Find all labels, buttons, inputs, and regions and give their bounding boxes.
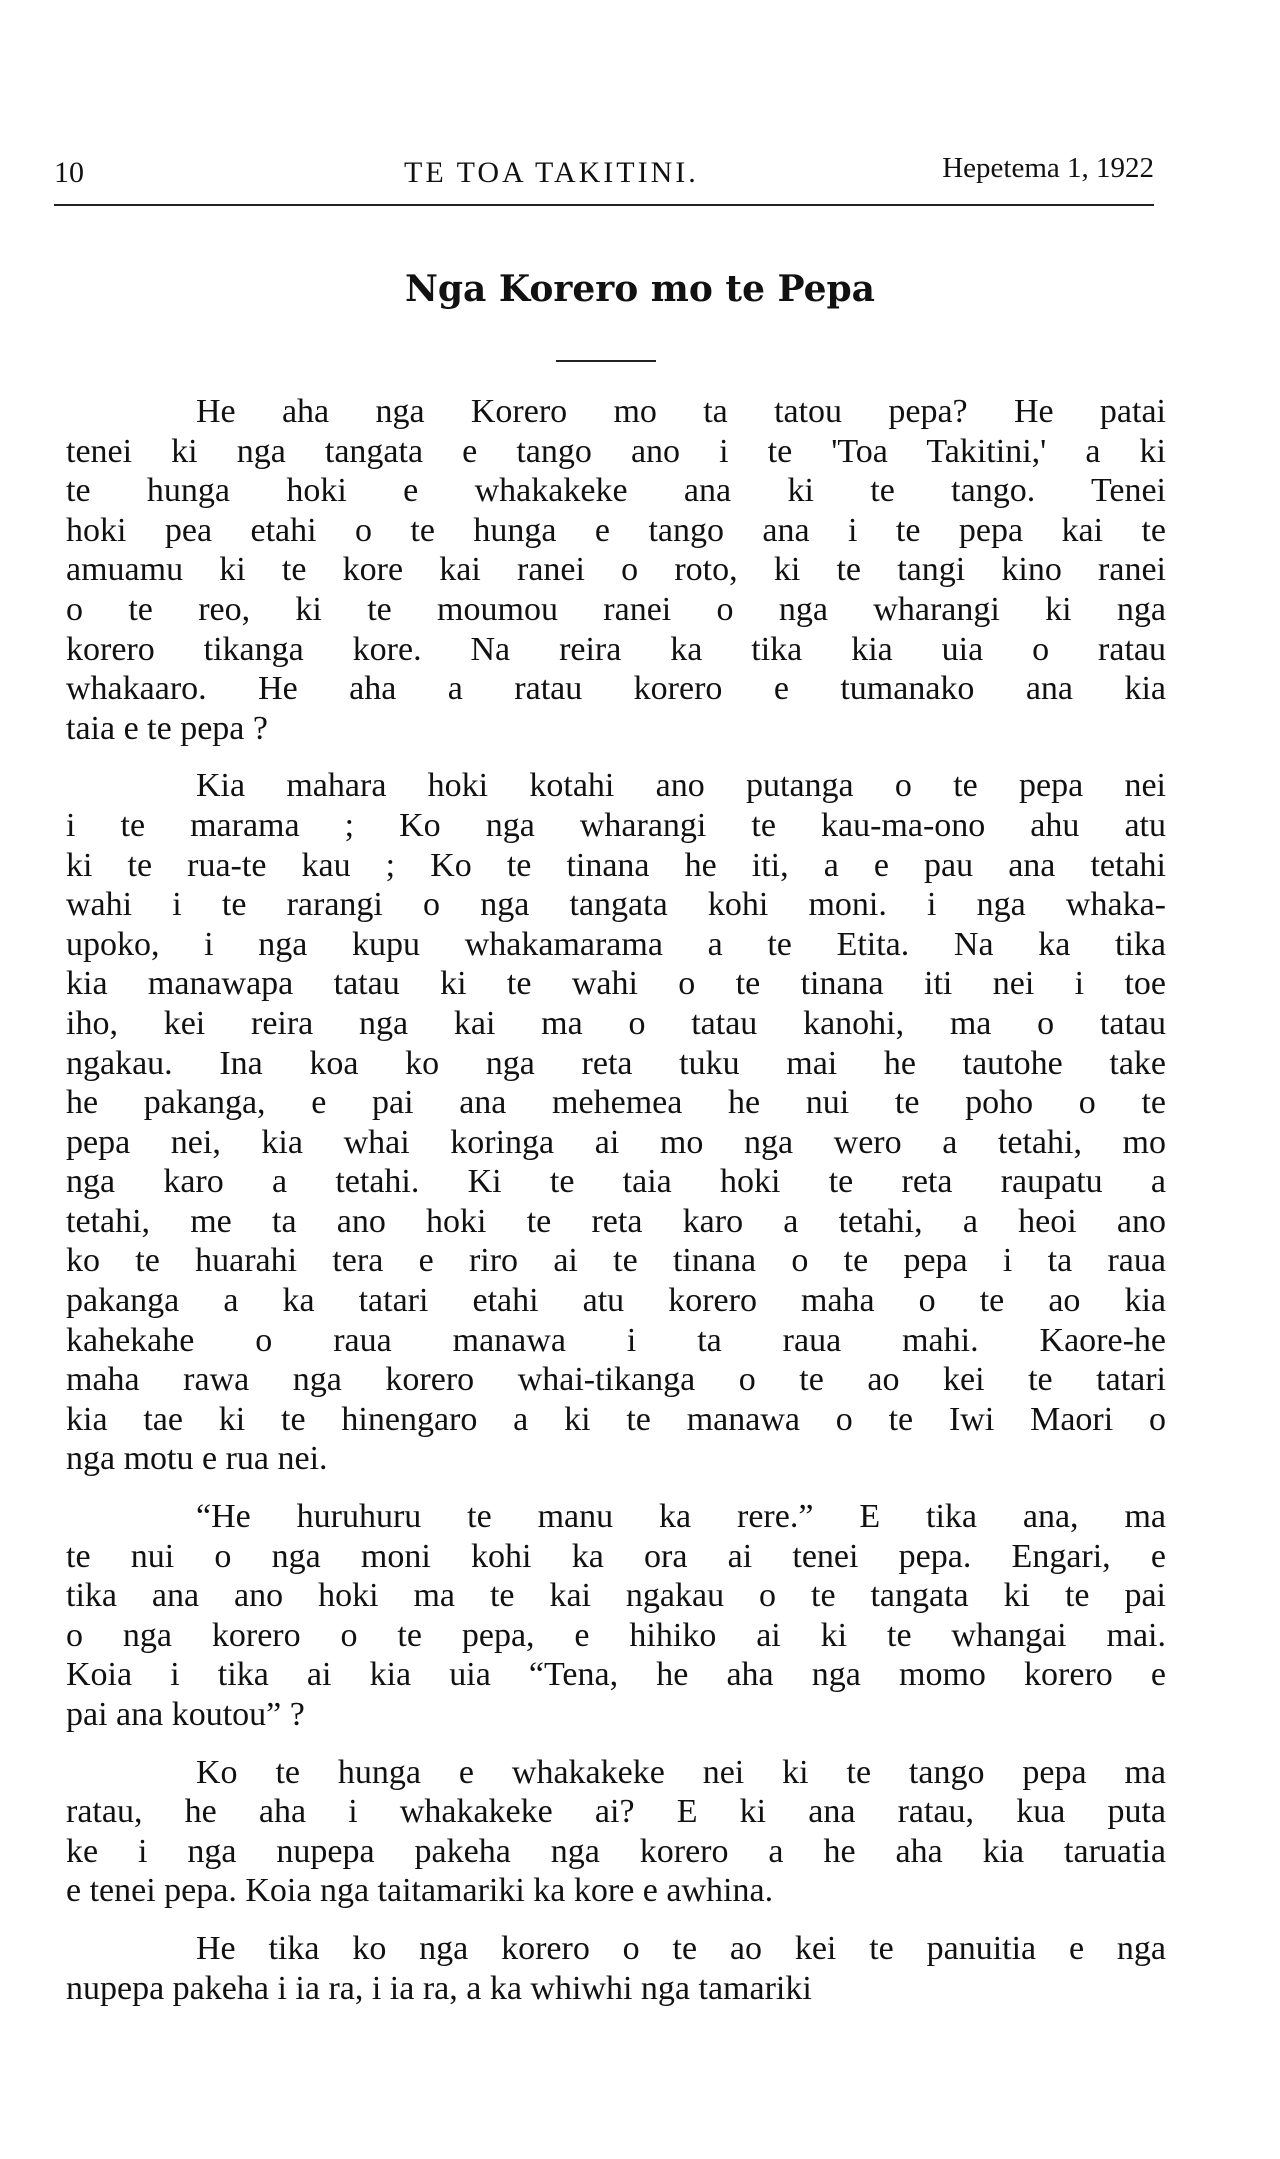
- text-line: nga motu e rua nei.: [66, 1440, 328, 1478]
- text-line: wahi i te rarangi o nga tangata kohi moni. i nga whaka-: [66, 886, 1166, 924]
- text-line: te hunga hoki e whakakeke ana ki te tango. Tenei: [66, 472, 1166, 510]
- text-line: tenei ki nga tangata e tango ano i te 'Toa Takitini,' a ki: [66, 432, 1166, 470]
- text-line: He aha nga Korero mo ta tatou pepa? He patai: [196, 393, 1166, 430]
- article-paragraph: [66, 1497, 1166, 1735]
- text-line: nupepa pakeha i ia ra, i ia ra, a ka whiwhi nga tamariki: [66, 1969, 812, 2007]
- text-line: Koia i tika ai kia uia “Tena, he aha nga momo korero e: [66, 1656, 1166, 1694]
- text-line: whakaaro. He aha a ratau korero e tumanako ana kia: [66, 670, 1166, 708]
- text-line: nga karo a tetahi. Ki te taia hoki te reta raupatu a: [66, 1163, 1166, 1201]
- text-line: te nui o nga moni kohi ka ora ai tenei pepa. Engari, e: [66, 1537, 1166, 1575]
- text-line: hoki pea etahi o te hunga e tango ana i te pepa kai te: [66, 511, 1166, 549]
- text-line: Ko te hunga e whakakeke nei ki te tango pepa ma: [196, 1753, 1166, 1791]
- article-title: Nga Korero mo te Pepa: [404, 268, 876, 310]
- text-line: upoko, i nga kupu whakamarama a te Etita. Na ka tika: [66, 925, 1166, 963]
- page-number: 10: [54, 156, 84, 189]
- publication-title: TE TOA TAKITINI.: [404, 156, 699, 189]
- text-line: pai ana koutou” ?: [66, 1696, 305, 1733]
- text-line: pakanga a ka tatari etahi atu korero maha o te ao kia: [66, 1282, 1166, 1320]
- text-line: He tika ko nga korero o te ao kei te panuitia e nga: [196, 1929, 1166, 1967]
- issue-date: Hepetema 1, 1922: [942, 152, 1154, 184]
- text-line: kia tae ki te hinengaro a ki te manawa o te Iwi Maori o: [66, 1400, 1166, 1438]
- text-line: ko te huarahi tera e riro ai te tinana o te pepa i ta raua: [66, 1242, 1166, 1280]
- article-paragraph: [66, 1753, 1166, 1911]
- title-divider: [556, 360, 656, 362]
- article-body: [66, 392, 1166, 2026]
- page-header: [54, 152, 1154, 196]
- text-line: amuamu ki te kore kai ranei o roto, ki te tangi kino ranei: [66, 551, 1166, 589]
- text-line: tetahi, me ta ano hoki te reta karo a tetahi, a heoi ano: [66, 1202, 1166, 1240]
- text-line: iho, kei reira nga kai ma o tatau kanohi, ma o tatau: [66, 1004, 1166, 1042]
- header-rule: [54, 204, 1154, 206]
- text-line: tika ana ano hoki ma te kai ngakau o te tangata ki te pai: [66, 1577, 1166, 1615]
- text-line: “He huruhuru te manu ka rere.” E tika ana, ma: [196, 1498, 1166, 1536]
- text-line: kia manawapa tatau ki te wahi o te tinana iti nei i toe: [66, 965, 1166, 1003]
- text-line: maha rawa nga korero whai-tikanga o te ao kei te tatari: [66, 1361, 1166, 1399]
- article-paragraph: [66, 766, 1166, 1479]
- text-line: taia e te pepa ?: [66, 709, 268, 747]
- text-line: pepa nei, kia whai koringa ai mo nga wero a tetahi, mo: [66, 1123, 1166, 1161]
- text-line: i te marama ; Ko nga wharangi te kau-ma-ono ahu atu: [66, 806, 1166, 844]
- text-line: korero tikanga kore. Na reira ka tika kia uia o ratau: [66, 630, 1166, 668]
- text-line: ngakau. Ina koa ko nga reta tuku mai he tautohe take: [66, 1044, 1166, 1082]
- text-line: ratau, he aha i whakakeke ai? E ki ana ratau, kua puta: [66, 1793, 1166, 1831]
- text-line: o nga korero o te pepa, e hihiko ai ki te whangai mai.: [66, 1616, 1166, 1654]
- article-paragraph: [66, 392, 1166, 748]
- text-line: Kia mahara hoki kotahi ano putanga o te pepa nei: [196, 767, 1166, 805]
- text-line: ke i nga nupepa pakeha nga korero a he aha kia taruatia: [66, 1832, 1166, 1870]
- text-line: e tenei pepa. Koia nga taitamariki ka kore e awhina.: [66, 1872, 774, 1910]
- text-line: ki te rua-te kau ; Ko te tinana he iti, a e pau ana tetahi: [66, 846, 1166, 884]
- text-line: kahekahe o raua manawa i ta raua mahi. Kaore-he: [66, 1321, 1166, 1359]
- text-line: he pakanga, e pai ana mehemea he nui te poho o te: [66, 1084, 1166, 1122]
- text-line: o te reo, ki te moumou ranei o nga wharangi ki nga: [66, 590, 1166, 628]
- article-paragraph: [66, 1929, 1166, 2008]
